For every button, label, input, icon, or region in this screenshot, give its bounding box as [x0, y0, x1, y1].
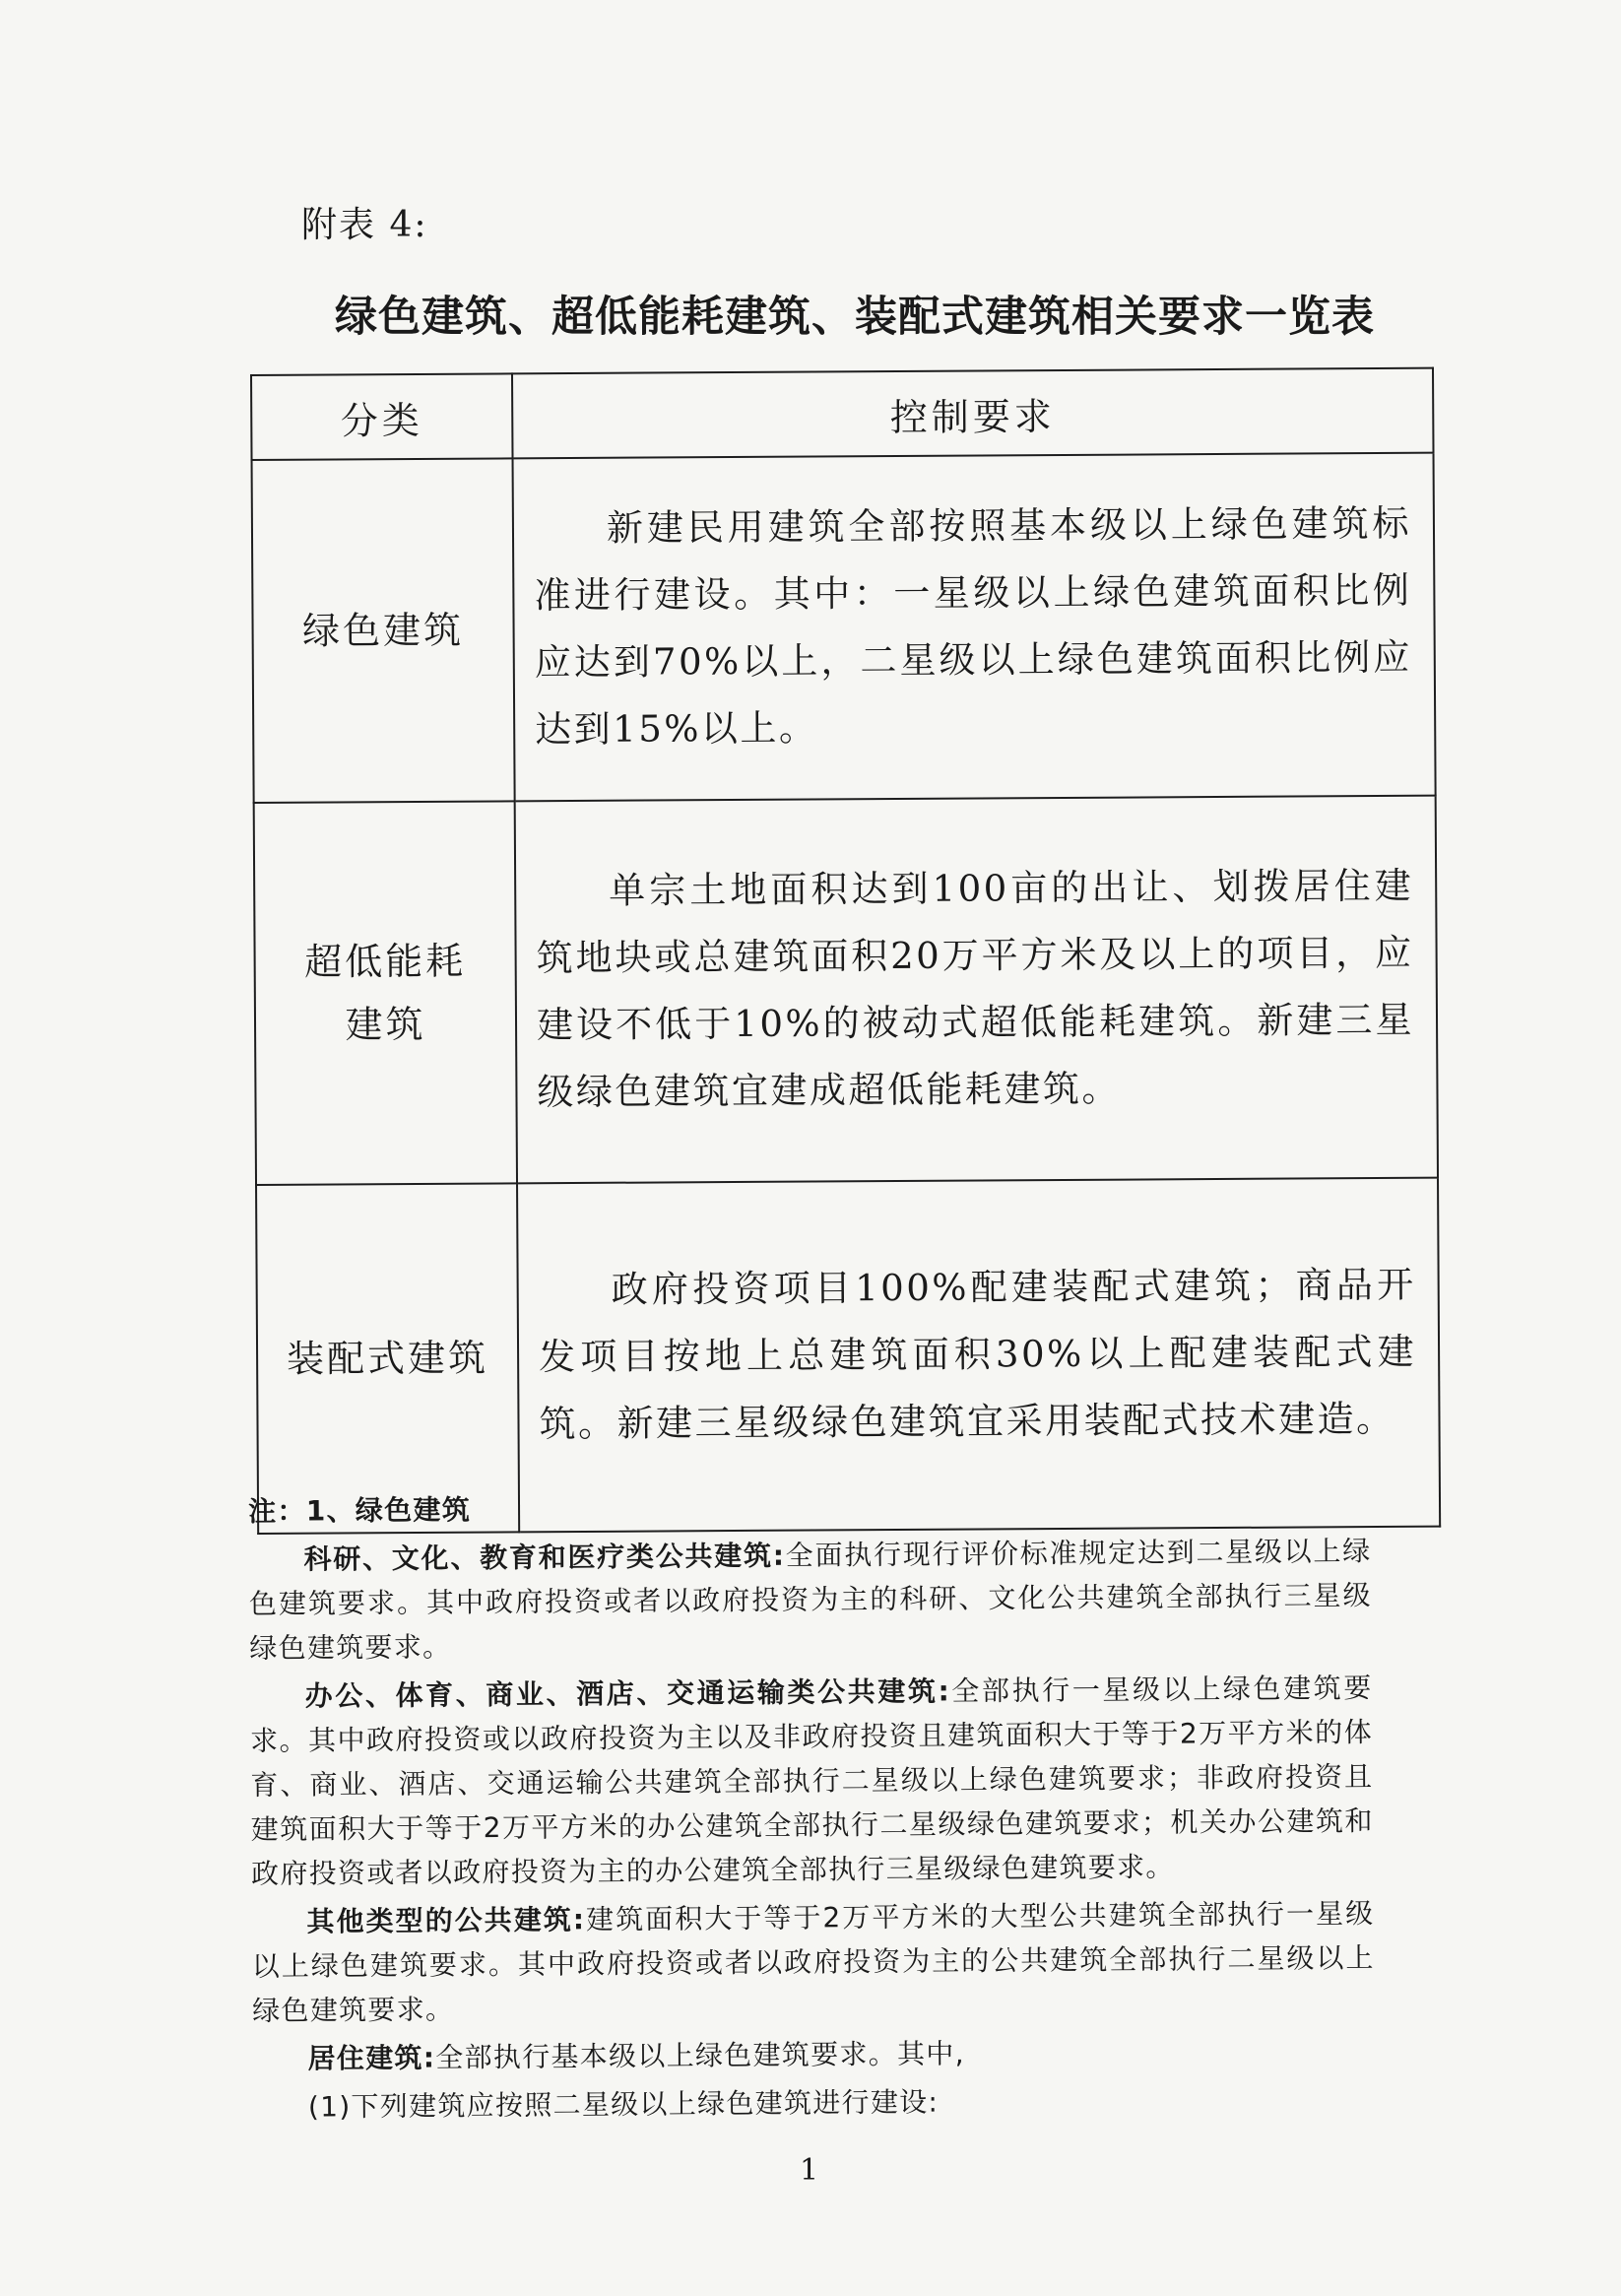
- requirement-cell: 政府投资项目100%配建装配式建筑；商品开发项目按地上总建筑面积30%以上配建装配式建筑。新建三星级绿色建筑宜采用装配式技术建造。: [517, 1178, 1440, 1533]
- notes-section: [248, 1480, 1376, 2133]
- header-category: 分类: [251, 373, 513, 460]
- category-label: 绿色建筑: [301, 608, 465, 653]
- category-label-line-1: 超低能耗: [303, 939, 467, 984]
- note-text: 建筑面积大于等于2万平方米的大型公共建筑全部执行一星级以上绿色建筑要求。其中政府投资或者以政府投资为主的公共建筑全部执行二星级以上绿色建筑要求。: [251, 1897, 1375, 2027]
- note-paragraph: [249, 1666, 1374, 1896]
- note-text: 全面执行现行评价标准规定达到二星级以上绿色建筑要求。其中政府投资或者以政府投资为主的科研、文化公共建筑全部执行三星级绿色建筑要求。: [248, 1535, 1373, 1665]
- note-lead: 居住建筑:: [307, 2041, 436, 2075]
- table-row-prefabricated: [256, 1178, 1440, 1534]
- note-text: 全部执行一星级以上绿色建筑要求。其中政府投资或以政府投资为主以及非政府投资且建筑面积大于等于2万平方米的体育、商业、酒店、交通运输公共建筑全部执行二星级以上绿色建筑要求；非政府投资且建筑面积大于等于2万平方米的办公建筑全部执行二星级绿色建筑要求；机关办公建筑和政府投资或者以政府投资为主的办公建筑全部执行三星级绿色建筑要求。: [249, 1672, 1374, 1890]
- notes-heading: 注：1、绿色建筑: [248, 1493, 472, 1528]
- note-lead: 科研、文化、教育和医疗类公共建筑:: [303, 1539, 786, 1576]
- note-paragraph: [253, 2076, 1376, 2130]
- category-label: 装配式建筑: [286, 1336, 489, 1381]
- requirement-cell: 新建民用建筑全部按照基本级以上绿色建筑标准进行建设。其中：一星级以上绿色建筑面积比例应达到70%以上，二星级以上绿色建筑面积比例应达到15%以上。: [513, 453, 1436, 802]
- note-text: 全部执行基本级以上绿色建筑要求。其中,: [435, 2037, 965, 2074]
- header-requirement: 控制要求: [512, 368, 1434, 459]
- table-row-ultra-low-energy: [254, 796, 1438, 1185]
- requirements-table: [250, 367, 1441, 1535]
- category-cell: [252, 458, 515, 803]
- note-paragraph: [252, 2028, 1375, 2081]
- note-lead: 其他类型的公共建筑:: [306, 1903, 586, 1938]
- requirement-cell: 单宗土地面积达到100亩的出让、划拨居住建筑地块或总建筑面积20万平方米及以上的项目，应建设不低于10%的被动式超低能耗建筑。新建三星级绿色建筑宜建成超低能耗建筑。: [515, 796, 1438, 1184]
- category-cell: [254, 801, 517, 1185]
- note-paragraph: [248, 1529, 1372, 1671]
- attachment-label: 附表 4:: [301, 205, 428, 245]
- note-lead: 办公、体育、商业、酒店、交通运输类公共建筑:: [304, 1674, 951, 1713]
- page-number: 1: [800, 2153, 819, 2188]
- note-text: (1)下列建筑应按照二星级以上绿色建筑进行建设:: [307, 2085, 940, 2124]
- category-cell: [256, 1183, 519, 1534]
- document-title: 绿色建筑、超低能耗建筑、装配式建筑相关要求一览表: [335, 293, 1375, 342]
- category-label-line-2: 建筑: [345, 1002, 426, 1047]
- table-header-row: [251, 368, 1434, 460]
- table-row-green-building: [252, 453, 1436, 803]
- note-paragraph: [251, 1891, 1375, 2033]
